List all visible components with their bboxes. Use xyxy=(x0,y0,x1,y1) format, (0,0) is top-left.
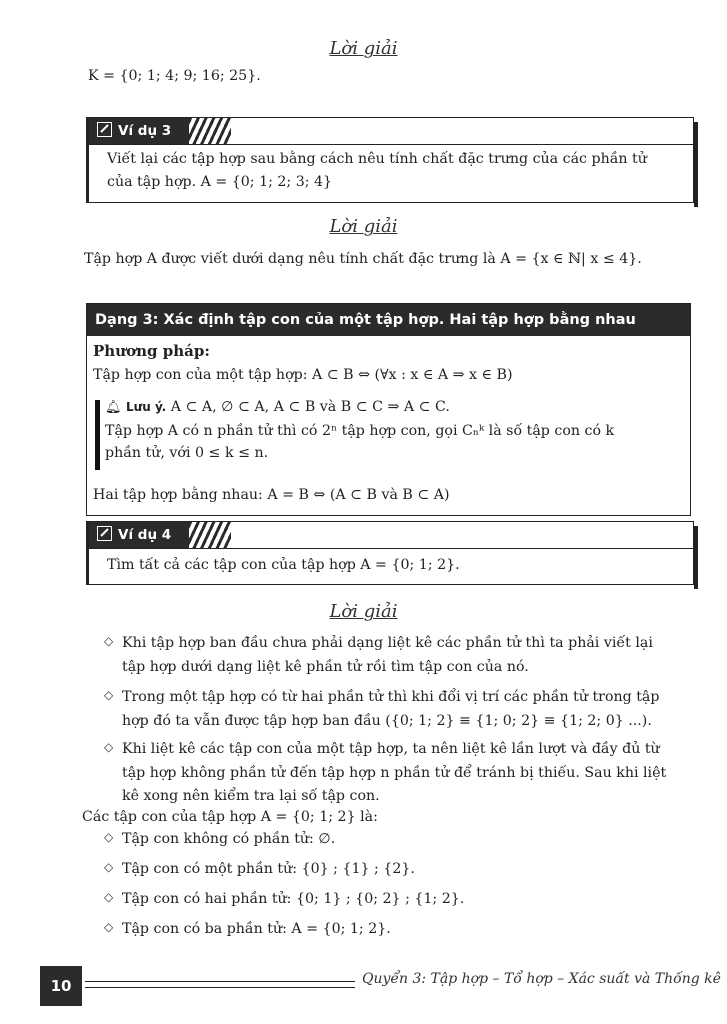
equal-sets-text: Hai tập hợp bằng nhau: A = B ⇔ (A ⊂ B và B ⊂ A) xyxy=(93,487,450,503)
note-line2: Tập hợp A có n phần tử thì có 2ⁿ tập hợp con, gọi Cₙᵏ là số tập con có k xyxy=(105,423,615,439)
bullet-1-line1: Khi tập hợp ban đầu chưa phải dạng liệt kê các phần tử thì ta phải viết lại xyxy=(122,635,653,651)
example-3-tag xyxy=(89,118,189,144)
bullet-1-line2: tập hợp dưới dạng liệt kê phần tử rồi tìm tập con của nó. xyxy=(122,659,529,675)
decorative-stripes xyxy=(189,522,231,548)
bell-icon: 🔔︎ xyxy=(105,400,122,415)
diamond-bullet-icon: ◇ xyxy=(104,890,114,904)
diamond-bullet-icon: ◇ xyxy=(104,740,114,754)
divider xyxy=(89,548,693,549)
subsets-intro: Các tập con của tập hợp A = {0; 1; 2} là: xyxy=(82,809,378,825)
diamond-bullet-icon: ◇ xyxy=(104,920,114,934)
divider xyxy=(89,144,693,145)
diamond-bullet-icon: ◇ xyxy=(104,634,114,648)
example-4-tag xyxy=(89,522,189,548)
book-title: Quyển 3: Tập hợp – Tổ hợp – Xác suất và Thống kê xyxy=(362,971,721,987)
edit-icon xyxy=(97,526,112,541)
method-label: Phương pháp: xyxy=(93,342,210,360)
subset-2: Tập con có hai phần tử: {0; 1} ; {0; 2} ; {1; 2}. xyxy=(122,891,465,907)
note-line3: phần tử, với 0 ≤ k ≤ n. xyxy=(105,445,269,461)
diamond-bullet-icon: ◇ xyxy=(104,860,114,874)
example-3-label: Ví dụ 3 xyxy=(118,123,172,139)
bullet-3-line3: kê xong nên kiểm tra lại số tập con. xyxy=(122,788,380,804)
note-text-1: A ⊂ A, ∅ ⊂ A, A ⊂ B và B ⊂ C ⇒ A ⊂ C. xyxy=(170,399,450,415)
bullet-3-line2: tập hợp không phần tử đến tập hợp n phần tử để tránh bị thiếu. Sau khi liệt xyxy=(122,765,667,781)
footer-rule xyxy=(85,981,355,988)
method-text: Tập hợp con của một tập hợp: A ⊂ B ⇔ (∀x : x ∈ A ⇒ x ∈ B) xyxy=(93,367,513,383)
diamond-bullet-icon: ◇ xyxy=(104,688,114,702)
example-4-box xyxy=(86,521,694,585)
bullet-3-line1: Khi liệt kê các tập con của một tập hợp, ta nên liệt kê lần lượt và đầy đủ từ xyxy=(122,741,660,757)
note-line1 xyxy=(105,396,450,419)
diamond-bullet-icon: ◇ xyxy=(104,830,114,844)
method-box xyxy=(86,303,691,516)
example-3-line1: Viết lại các tập hợp sau bằng cách nêu tính chất đặc trưng của các phần tử xyxy=(107,151,647,167)
example-3-box xyxy=(86,117,694,203)
note-label: Lưu ý. xyxy=(126,400,167,414)
subset-1: Tập con có một phần tử: {0} ; {1} ; {2}. xyxy=(122,861,415,877)
subset-0: Tập con không có phần tử: ∅. xyxy=(122,831,336,847)
example-4-label: Ví dụ 4 xyxy=(118,527,172,543)
edit-icon xyxy=(97,122,112,137)
bullet-2-line1: Trong một tập hợp có từ hai phần tử thì khi đổi vị trí các phần tử trong tập xyxy=(122,689,660,705)
solution-heading-3: Lời giải xyxy=(329,601,398,622)
decorative-stripes xyxy=(189,118,231,144)
example-3-line2: của tập hợp. A = {0; 1; 2; 3; 4} xyxy=(107,174,333,190)
method-title: Dạng 3: Xác định tập con của một tập hợp. Hai tập hợp bằng nhau xyxy=(87,304,690,336)
page-number: 10 xyxy=(40,966,82,1006)
bullet-2-line2: hợp đó ta vẫn được tập hợp ban đầu ({0; 1; 2} ≡ {1; 0; 2} ≡ {1; 2; 0} ...). xyxy=(122,713,652,729)
solution-heading-1: Lời giải xyxy=(329,38,398,59)
solution-heading-2: Lời giải xyxy=(329,216,398,237)
subset-3: Tập con có ba phần tử: A = {0; 1; 2}. xyxy=(122,921,391,937)
solution-1-text: K = {0; 1; 4; 9; 16; 25}. xyxy=(88,68,261,84)
note-bar xyxy=(95,400,100,470)
example-4-text: Tìm tất cả các tập con của tập hợp A = {0; 1; 2}. xyxy=(107,557,460,573)
solution-2-text: Tập hợp A được viết dưới dạng nêu tính chất đặc trưng là A = {x ∈ ℕ| x ≤ 4}. xyxy=(84,251,642,267)
